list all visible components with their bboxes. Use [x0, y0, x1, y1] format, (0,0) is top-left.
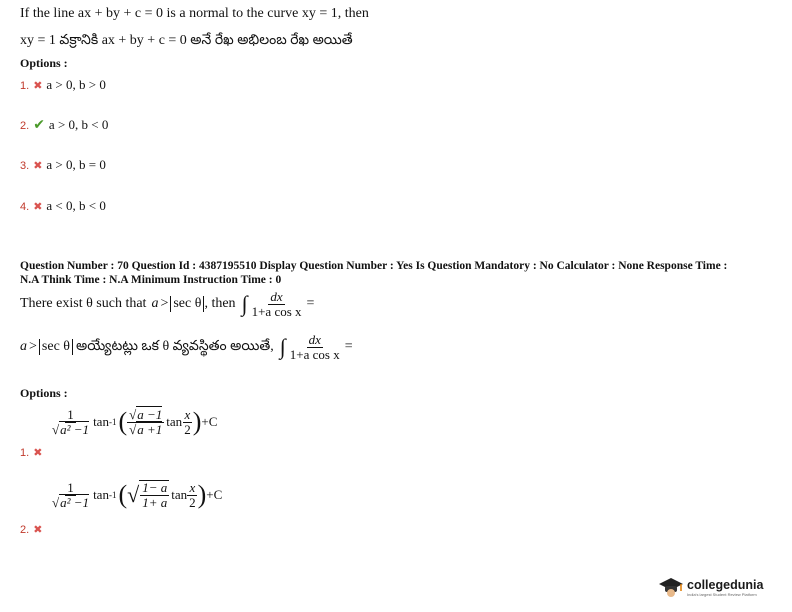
plus-c: +C: [206, 487, 223, 502]
option-1-formula: [50, 407, 217, 437]
wrong-mark-icon: ✖: [33, 523, 43, 536]
question-1-telugu: xy = 1 వక్రానికి ax + by + c = 0 అనే రేఖ అభిలంబ రేఖ అయితే: [20, 33, 353, 48]
tan: tan: [166, 414, 183, 429]
gt-sign: >: [29, 339, 37, 355]
tan: tan: [171, 487, 188, 502]
paren-close: ): [197, 480, 207, 509]
paren-open: (: [118, 480, 128, 509]
equals-sign: =: [306, 296, 315, 312]
collegedunia-logo: [658, 576, 763, 598]
sqrt-sign: √: [127, 482, 140, 507]
one: 1: [67, 406, 74, 422]
sec-theta-abs: sec θ: [39, 339, 73, 355]
option-text: a > 0, b < 0: [48, 117, 109, 132]
coef-fraction: $\frac{1}{\text{√a² −1}}$: [52, 479, 90, 510]
options-label-2: Options :: [20, 386, 68, 400]
question-1-english: If the line ax + by + c = 0 is a normal to the curve xy = 1, then: [20, 6, 369, 21]
half-x: $\frac{x}{2}$: [184, 406, 191, 437]
root-fraction: $\frac{1- a}{1+ a}$: [139, 480, 169, 509]
then-text: , then: [204, 296, 236, 312]
option-2-formula: [50, 480, 222, 510]
tan-inverse: tan: [93, 487, 109, 502]
english-prefix: There exist θ such that: [20, 296, 147, 312]
wrong-mark-icon: ✖: [33, 79, 43, 92]
integral-sign: ∫: [241, 291, 248, 317]
var-a: a: [151, 296, 159, 312]
half-x: $\frac{x}{2}$: [189, 479, 196, 510]
var-a: a: [20, 339, 27, 355]
dx-numerator: dx: [270, 289, 283, 304]
wrong-mark-icon: ✖: [33, 446, 43, 459]
coef-fraction: [50, 408, 91, 436]
inverse-exp: -1: [108, 417, 117, 427]
integrand-fraction: [288, 333, 342, 361]
correct-check-icon: ✔: [33, 117, 45, 133]
option-number: 1.: [20, 447, 30, 459]
option-number: 3.: [20, 160, 30, 172]
integral-sign: ∫: [279, 334, 286, 360]
paren-close: ): [192, 407, 202, 436]
question-meta-line-1: Question Number : 70 Question Id : 4387195510 Display Question Number : Yes Is Question Mandatory : No Calculator : None Response Time :: [20, 260, 728, 272]
option-number: 4.: [20, 201, 30, 213]
q1-option-1[interactable]: [20, 76, 106, 94]
option-text: a > 0, b > 0: [46, 77, 106, 92]
q1-option-2[interactable]: [20, 116, 108, 134]
dx-numerator: dx: [308, 332, 321, 347]
sqrt-den: √a² −1: [52, 494, 90, 510]
equals-sign: =: [344, 339, 353, 355]
option-text: a > 0, b = 0: [46, 157, 106, 172]
plus-c: +C: [201, 414, 218, 429]
q2-option-2[interactable]: [20, 478, 280, 534]
question-2-telugu: [20, 333, 353, 361]
sqrt-den: √a² −1: [52, 421, 90, 437]
integrand-fraction: [250, 290, 304, 318]
tan-inverse: tan: [93, 414, 109, 429]
integrand-denominator: 1+a cos x: [289, 346, 340, 362]
q2-option-1[interactable]: [20, 405, 280, 457]
telugu-text: అయ్యేటట్లు ఒక θ వ్యవస్థితం అయితే,: [76, 338, 274, 354]
graduate-cap-icon: [658, 576, 684, 598]
options-label-1: Options :: [20, 56, 68, 70]
option-number: 2.: [20, 524, 30, 536]
wrong-mark-icon: ✖: [33, 159, 43, 172]
brand-name: collegedunia: [687, 577, 764, 592]
root-bot: √a +1: [129, 421, 163, 437]
option-number: 1.: [20, 80, 30, 92]
q1-option-4[interactable]: [20, 197, 106, 215]
sec-theta-abs: sec θ: [170, 296, 204, 312]
question-2-english: [20, 290, 314, 318]
root-den-text: a² −1: [60, 421, 90, 437]
paren-open: (: [118, 407, 128, 436]
wrong-mark-icon: ✖: [33, 200, 43, 213]
integrand-denominator: 1+a cos x: [251, 303, 302, 319]
inverse-exp: -1: [108, 490, 117, 500]
root-top: √a −1: [129, 406, 163, 422]
root-ratio: [127, 408, 164, 436]
option-number: 2.: [20, 120, 30, 132]
brand-tagline: India's largest Student Review Platform: [687, 591, 757, 597]
q1-option-3[interactable]: [20, 156, 106, 174]
gt-sign: >: [160, 296, 169, 312]
question-meta-line-2: N.A Think Time : N.A Minimum Instruction Time : 0: [20, 274, 282, 286]
option-text: a < 0, b < 0: [46, 198, 106, 213]
